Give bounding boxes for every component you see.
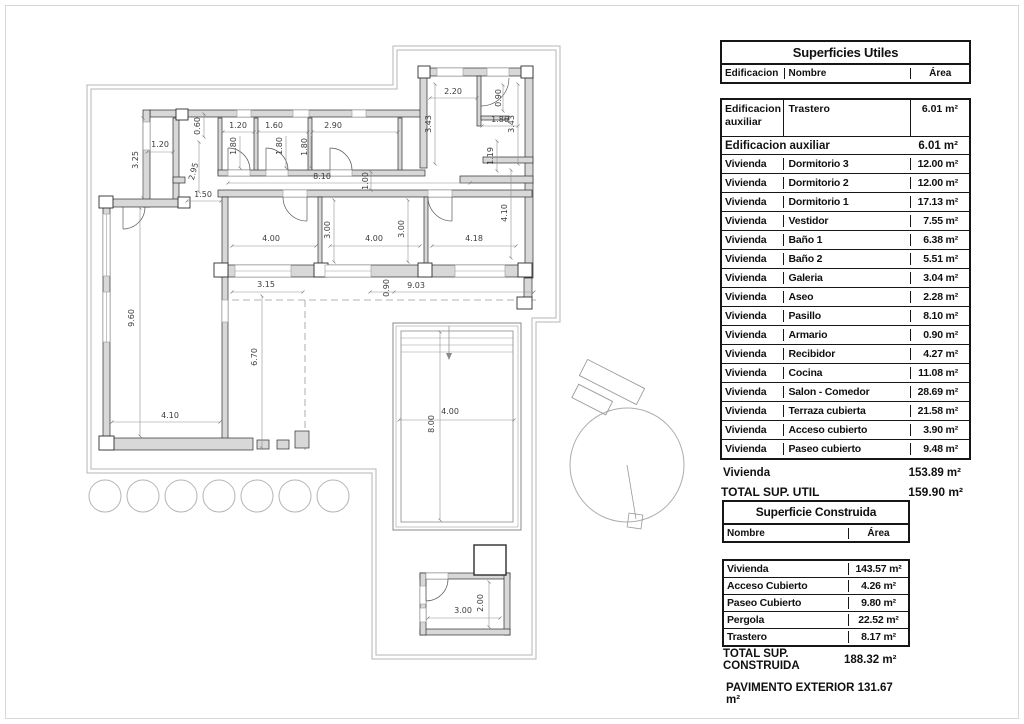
dim-label: 4.00 xyxy=(365,234,383,243)
dim-label: 4.18 xyxy=(465,234,483,243)
cell-area: 4.26 m² xyxy=(848,580,908,592)
cell-area: 4.27 m² xyxy=(910,348,969,360)
cell-nombre: Armario xyxy=(783,329,910,341)
cell-edificacion: Vivienda xyxy=(725,310,767,322)
cell-area: 3.90 m² xyxy=(910,424,969,436)
vivienda-subtotal-row xyxy=(720,464,971,482)
cell-nombre: Vestidor xyxy=(783,215,910,227)
cell-area: 6.01 m² xyxy=(910,100,969,136)
cell-nombre: Pergola xyxy=(727,614,765,626)
dim-label: 9.03 xyxy=(407,281,425,290)
construida-data-box xyxy=(722,559,910,647)
cell-area: 8.10 m² xyxy=(910,310,969,322)
table-row xyxy=(722,193,969,212)
cell-edificacion: Vivienda xyxy=(725,291,767,303)
cell-area: 2.28 m² xyxy=(910,291,969,303)
dim-label: 3.00 xyxy=(397,220,406,238)
dim-label: 0.60 xyxy=(193,117,202,135)
cell-nombre: Dormitorio 3 xyxy=(783,158,910,170)
cell-area: 28.69 m² xyxy=(910,386,969,398)
cell-area: 17.13 m² xyxy=(910,196,969,208)
cell-area: 7.55 m² xyxy=(910,215,969,227)
table-row xyxy=(722,440,969,458)
utiles-header-box xyxy=(720,40,971,84)
cell-area: 0.90 m² xyxy=(910,329,969,341)
dim-label: 4.00 xyxy=(262,234,280,243)
dim-label: 8.00 xyxy=(427,415,436,433)
table-row xyxy=(724,595,908,612)
table-row xyxy=(722,269,969,288)
table-row xyxy=(722,155,969,174)
dim-label: 8.10 xyxy=(313,172,331,181)
pavimento-label: PAVIMENTO EXTERIOR xyxy=(726,682,855,694)
dim-label: 2.95 xyxy=(186,161,201,182)
total-value: 188.32 m² xyxy=(844,654,897,666)
cell-nombre: Pasillo xyxy=(783,310,910,322)
cell-nombre: Vivienda xyxy=(727,563,769,575)
dim-label: 2.00 xyxy=(476,594,485,612)
cell-edificacion: Vivienda xyxy=(725,443,767,455)
cell-area: 9.48 m² xyxy=(910,443,969,455)
cell-area: 11.08 m² xyxy=(910,367,969,379)
cell-edificacion: Vivienda xyxy=(725,329,767,341)
superficie-construida-table xyxy=(722,500,910,706)
cell-area: 9.80 m² xyxy=(848,597,908,609)
cell-area: 22.52 m² xyxy=(848,614,908,626)
table-row xyxy=(722,421,969,440)
subtotal-value: 6.01 m² xyxy=(918,139,958,152)
cell-nombre: Acceso Cubierto xyxy=(727,580,808,592)
pergola-columns xyxy=(89,480,349,512)
dim-label: 1.50 xyxy=(194,190,212,199)
swimming-pool xyxy=(393,323,521,530)
cell-nombre: Dormitorio 2 xyxy=(783,177,910,189)
cell-nombre: Paseo Cubierto xyxy=(727,597,802,609)
table-row xyxy=(722,231,969,250)
dim-label: 1.20 xyxy=(229,121,247,130)
col-header-nombre: Nombre xyxy=(727,527,765,539)
col-header-area: Área xyxy=(910,68,969,79)
dim-label: 6.70 xyxy=(250,348,259,366)
table-row xyxy=(722,212,969,231)
utiles-data-box xyxy=(720,98,971,460)
dim-label: 1.86 xyxy=(491,115,509,124)
cell-edificacion: Vivienda xyxy=(725,158,767,170)
col-header-edificacion: Edificacion xyxy=(725,68,779,79)
construida-header-box xyxy=(722,500,910,543)
cell-area: 12.00 m² xyxy=(910,177,969,189)
subtotal-value: 153.89 m² xyxy=(908,467,961,479)
dim-label: 1.80 xyxy=(300,138,309,156)
cell-nombre: Salon - Comedor xyxy=(783,386,910,398)
cell-edificacion: Vivienda xyxy=(725,215,767,227)
dim-label: 0.90 xyxy=(494,89,503,107)
dimension-labels xyxy=(127,87,516,615)
cell-area: 8.17 m² xyxy=(848,631,908,643)
dim-label: 9.60 xyxy=(127,309,136,327)
construida-title: Superficie Construida xyxy=(724,502,908,525)
table-row xyxy=(724,612,908,629)
dim-label: 3.25 xyxy=(131,151,140,169)
dim-label: 2.90 xyxy=(324,121,342,130)
cell-nombre: Galeria xyxy=(783,272,910,284)
door-swing-arcs xyxy=(123,78,509,601)
dim-label: 2.20 xyxy=(444,87,462,96)
table-row xyxy=(724,629,908,645)
table-row xyxy=(724,561,908,578)
cell-edificacion: Vivienda xyxy=(725,196,767,208)
dim-label: 3.43 xyxy=(424,115,433,133)
cell-area: 3.04 m² xyxy=(910,272,969,284)
dim-label: 1.60 xyxy=(265,121,283,130)
table-row xyxy=(722,383,969,402)
dim-label: 4.00 xyxy=(441,407,459,416)
table-row xyxy=(722,307,969,326)
cell-edificacion: Vivienda xyxy=(725,348,767,360)
cell-edificacion: Vivienda xyxy=(725,272,767,284)
table-row xyxy=(722,100,969,137)
dim-label: 3.00 xyxy=(323,221,332,239)
dim-label: 1.20 xyxy=(151,140,169,149)
cell-nombre: Aseo xyxy=(783,291,910,303)
table-gap xyxy=(720,84,971,98)
table-row xyxy=(722,402,969,421)
total-label: TOTAL SUP. CONSTRUIDA xyxy=(723,648,800,672)
cell-nombre: Baño 1 xyxy=(783,234,910,246)
cell-edificacion: Vivienda xyxy=(725,177,767,189)
dim-label: 4.10 xyxy=(161,411,179,420)
col-header-nombre: Nombre xyxy=(784,68,911,79)
aux-subtotal-row xyxy=(722,137,969,155)
total-sup-util-row xyxy=(720,482,971,501)
pavimento-value: 131.67 m² xyxy=(726,682,893,706)
subtotal-label: Edificacion auxiliar xyxy=(725,139,830,152)
dim-label: 3.43 xyxy=(507,115,516,133)
cell-nombre: Dormitorio 1 xyxy=(783,196,910,208)
dim-label: 3.00 xyxy=(454,606,472,615)
cell-edificacion: Vivienda xyxy=(725,424,767,436)
total-label: TOTAL SUP. UTIL xyxy=(721,484,820,499)
cell-edificacion: Vivienda xyxy=(725,405,767,417)
house-walls xyxy=(103,68,533,635)
table-gap xyxy=(722,543,910,559)
pavimento-exterior-row xyxy=(722,682,910,706)
cell-nombre: Recibidor xyxy=(783,348,910,360)
superficies-utiles-table xyxy=(720,40,971,501)
cell-area: 21.58 m² xyxy=(910,405,969,417)
subtotal-label: Vivienda xyxy=(723,467,771,479)
cell-area: 143.57 m² xyxy=(848,563,908,575)
dim-label: 1.00 xyxy=(361,172,370,190)
table-row xyxy=(722,345,969,364)
total-value: 159.90 m² xyxy=(908,484,963,499)
cell-nombre: Paseo cubierto xyxy=(783,443,910,455)
table-row xyxy=(722,364,969,383)
table-row xyxy=(722,174,969,193)
cell-edificacion: Edificacion auxiliar xyxy=(725,103,782,129)
cell-area: 12.00 m² xyxy=(910,158,969,170)
dim-label: 4.10 xyxy=(500,204,509,222)
table-row xyxy=(722,250,969,269)
cell-nombre: Terraza cubierta xyxy=(783,405,910,417)
cell-edificacion: Vivienda xyxy=(725,367,767,379)
cell-nombre: Cocina xyxy=(783,367,910,379)
construida-column-headers xyxy=(724,525,908,541)
cell-area: 5.51 m² xyxy=(910,253,969,265)
pool-steps-arrow xyxy=(446,353,452,360)
cell-nombre: Acceso cubierto xyxy=(783,424,910,436)
cell-edificacion: Vivienda xyxy=(725,386,767,398)
dim-label: 3.15 xyxy=(257,280,275,289)
dim-label: 1.80 xyxy=(275,137,284,155)
utiles-title: Superficies Utiles xyxy=(722,42,969,65)
total-construida-row xyxy=(722,648,910,672)
dim-label: 1.80 xyxy=(229,137,238,155)
cell-edificacion: Vivienda xyxy=(725,234,767,246)
dim-label: 0.90 xyxy=(382,279,391,297)
tree-feature xyxy=(570,359,684,528)
cell-area: 6.38 m² xyxy=(910,234,969,246)
table-row xyxy=(722,326,969,345)
col-header-area: Área xyxy=(848,528,908,539)
table-row xyxy=(722,288,969,307)
cell-nombre: Baño 2 xyxy=(783,253,910,265)
cell-edificacion: Vivienda xyxy=(725,253,767,265)
cell-nombre: Trastero xyxy=(727,631,767,643)
cell-nombre: Trastero xyxy=(783,100,910,136)
table-row xyxy=(724,578,908,595)
dim-label: 1.19 xyxy=(486,147,495,165)
utiles-column-headers xyxy=(722,65,969,82)
